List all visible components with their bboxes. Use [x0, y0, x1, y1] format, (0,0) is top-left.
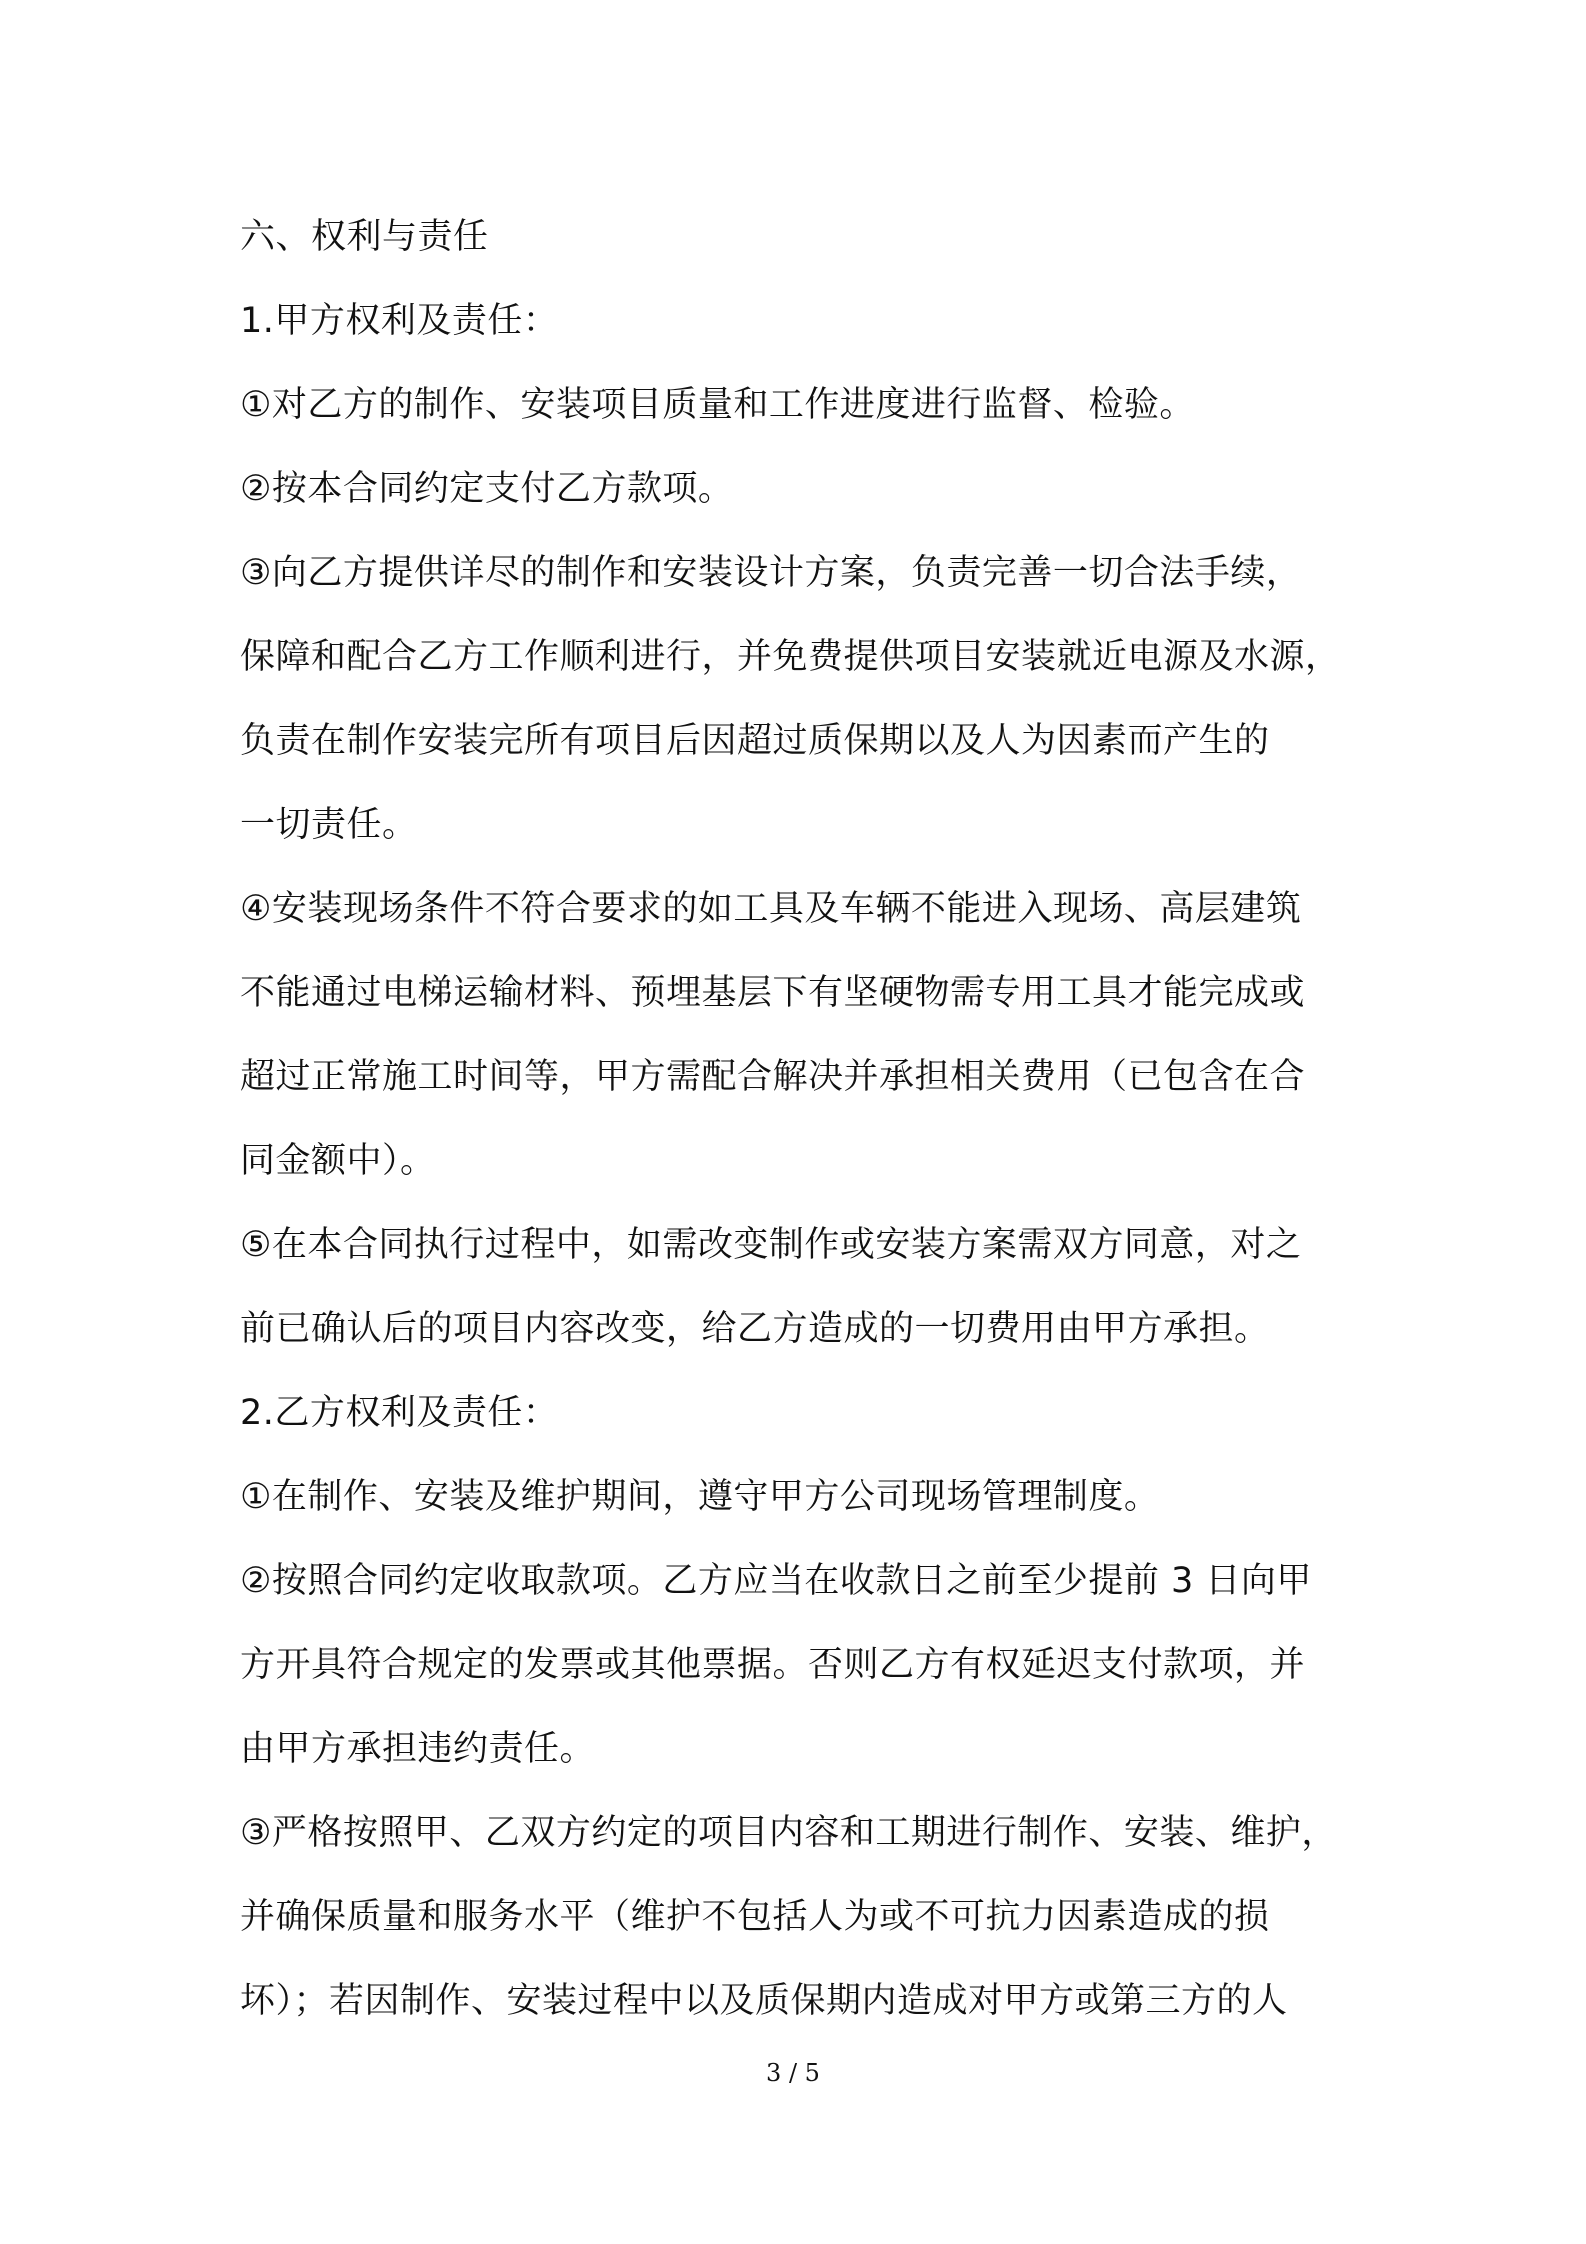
text-line: 一切责任。	[240, 805, 418, 845]
text-line: 不能通过电梯运输材料、预埋基层下有坚硬物需专用工具才能完成或	[240, 973, 1306, 1013]
text-line: 由甲方承担违约责任。	[240, 1729, 596, 1769]
section-heading: 六、权利与责任	[240, 217, 489, 257]
text-line: 同金额中）。	[240, 1141, 436, 1181]
text-line: 保障和配合乙方工作顺利进行，并免费提供项目安装就近电源及水源，	[240, 637, 1341, 677]
subsection-heading-party-a: 1.甲方权利及责任：	[240, 301, 559, 341]
subsection-heading-party-b: 2.乙方权利及责任：	[240, 1393, 559, 1433]
text-line: ②按照合同约定收取款项。乙方应当在收款日之前至少提前 3 日向甲	[240, 1561, 1312, 1601]
page-number: 3 / 5	[766, 2059, 820, 2087]
text-line: ③向乙方提供详尽的制作和安装设计方案，负责完善一切合法手续，	[240, 553, 1302, 593]
text-line: 并确保质量和服务水平（维护不包括人为或不可抗力因素造成的损	[240, 1897, 1270, 1937]
text-line: ④安装现场条件不符合要求的如工具及车辆不能进入现场、高层建筑	[240, 889, 1302, 929]
text-line: 超过正常施工时间等，甲方需配合解决并承担相关费用（已包含在合	[240, 1057, 1306, 1097]
text-line: 前已确认后的项目内容改变，给乙方造成的一切费用由甲方承担。	[240, 1309, 1270, 1349]
text-line: 坏）；若因制作、安装过程中以及质保期内造成对甲方或第三方的人	[240, 1981, 1288, 2021]
text-line: ③严格按照甲、乙双方约定的项目内容和工期进行制作、安装、维护，	[240, 1813, 1337, 1853]
text-line: 方开具符合规定的发票或其他票据。否则乙方有权延迟支付款项，并	[240, 1645, 1306, 1685]
text-line: ①对乙方的制作、安装项目质量和工作进度进行监督、检验。	[240, 385, 1195, 425]
text-line: ①在制作、安装及维护期间，遵守甲方公司现场管理制度。	[240, 1477, 1160, 1517]
text-line: 负责在制作安装完所有项目后因超过质保期以及人为因素而产生的	[240, 721, 1270, 761]
text-line: ⑤在本合同执行过程中，如需改变制作或安装方案需双方同意，对之	[240, 1225, 1302, 1265]
document-body	[240, 195, 1360, 2043]
text-line: ②按本合同约定支付乙方款项。	[240, 469, 734, 509]
